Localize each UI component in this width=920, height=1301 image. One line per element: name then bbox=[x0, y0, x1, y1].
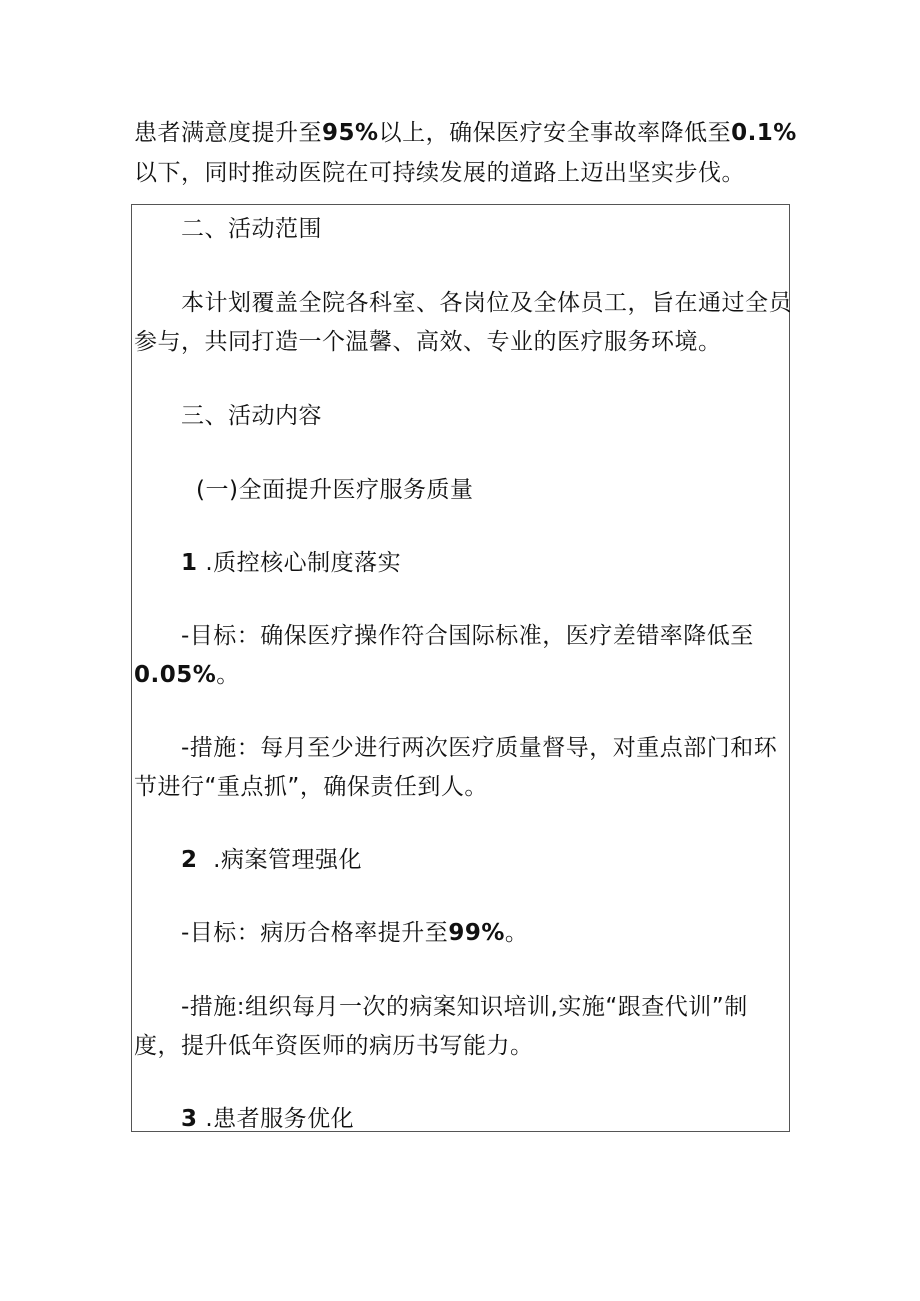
intro-text-a: 患者满意度提升至 bbox=[134, 120, 322, 146]
item-3-title bbox=[181, 1104, 354, 1134]
content-heading: 三、活动内容 bbox=[181, 403, 322, 429]
item-2-goal-end: 。 bbox=[504, 920, 529, 946]
item-1-number: 1 bbox=[181, 550, 198, 576]
intro-line-1 bbox=[134, 118, 797, 148]
item-1-title-text: .质控核心制度落实 bbox=[205, 550, 402, 576]
scope-body-line-1: 本计划覆盖全院各科室、各岗位及全体员工，旨在通过全员 bbox=[181, 290, 792, 316]
accident-rate: 0.1% bbox=[731, 120, 797, 146]
sub-heading-quality: (一)全面提升医疗服务质量 bbox=[196, 477, 474, 503]
item-1-goal-end: 。 bbox=[216, 662, 240, 688]
record-pass-rate: 99% bbox=[448, 920, 505, 946]
satisfaction-rate: 95% bbox=[322, 120, 379, 146]
scope-heading: 二、活动范围 bbox=[181, 216, 322, 242]
error-rate-target: 0.05% bbox=[134, 662, 217, 688]
item-2-measure-line-1: -措施:组织每月一次的病案知识培训,实施“跟查代训”制 bbox=[181, 994, 748, 1020]
item-1-measure-line-1: -措施：每月至少进行两次医疗质量督导，对重点部门和环 bbox=[181, 735, 778, 761]
item-2-title-text: .病案管理强化 bbox=[213, 847, 362, 873]
item-1-measure-line-2: 节进行“重点抓”，确保责任到人。 bbox=[134, 774, 488, 800]
item-1-goal-line-2 bbox=[134, 660, 240, 690]
item-2-measure-line-2: 度，提升低年资医师的病历书写能力。 bbox=[134, 1033, 534, 1059]
intro-text-b: 以上，确保医疗安全事故率降低至 bbox=[378, 120, 732, 146]
item-2-title bbox=[181, 845, 362, 875]
item-2-goal-text: -目标：病历合格率提升至 bbox=[181, 920, 449, 946]
item-3-number: 3 bbox=[181, 1106, 198, 1132]
item-1-title bbox=[181, 548, 401, 578]
item-2-number: 2 bbox=[181, 847, 198, 873]
item-1-goal-line-1: -目标：确保医疗操作符合国际标准，医疗差错率降低至 bbox=[181, 623, 754, 649]
intro-line-2: 以下，同时推动医院在可持续发展的道路上迈出坚实步伐。 bbox=[134, 160, 745, 186]
scope-body-line-2: 参与，共同打造一个温馨、高效、专业的医疗服务环境。 bbox=[134, 329, 722, 355]
item-3-title-text: .患者服务优化 bbox=[205, 1106, 355, 1132]
item-2-goal bbox=[181, 918, 528, 948]
